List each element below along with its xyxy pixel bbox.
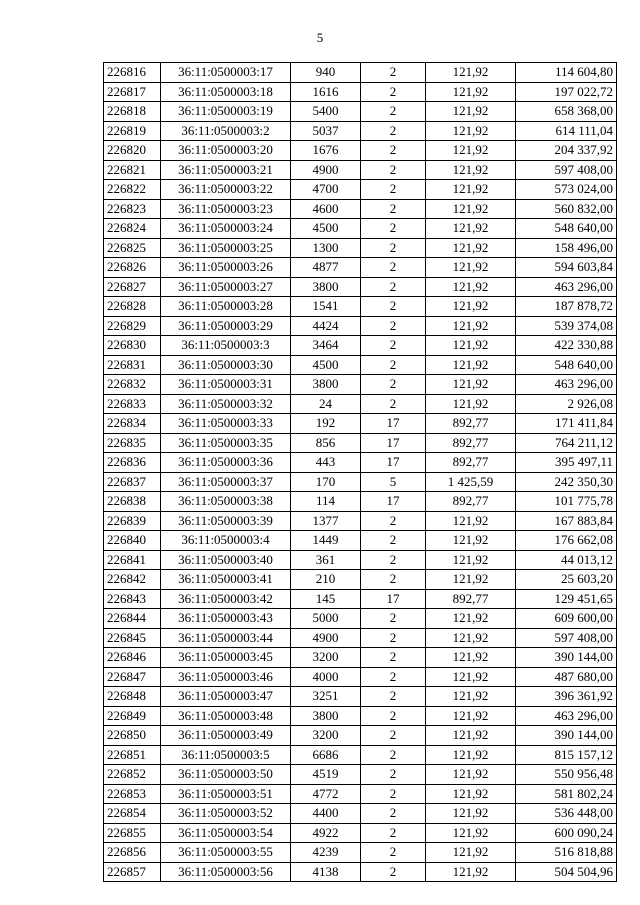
cadastral-number-cell: 36:11:0500003:2 bbox=[161, 121, 291, 141]
page-number: 5 bbox=[316, 30, 324, 45]
rate-cell: 121,92 bbox=[426, 199, 516, 219]
rate-cell: 121,92 bbox=[426, 336, 516, 356]
rate-cell: 121,92 bbox=[426, 102, 516, 122]
cadastral-value-cell: 463 296,00 bbox=[516, 277, 617, 297]
group-code-cell: 2 bbox=[361, 628, 426, 648]
group-code-cell: 2 bbox=[361, 784, 426, 804]
cadastral-number-cell: 36:11:0500003:28 bbox=[161, 297, 291, 317]
cadastral-value-cell: 176 662,08 bbox=[516, 531, 617, 551]
row-number-cell: 226842 bbox=[104, 570, 161, 590]
cadastral-number-cell: 36:11:0500003:56 bbox=[161, 862, 291, 882]
area-cell: 210 bbox=[291, 570, 361, 590]
table-row bbox=[104, 258, 617, 278]
cadastral-value-cell: 422 330,88 bbox=[516, 336, 617, 356]
table-row bbox=[104, 336, 617, 356]
cadastral-number-cell: 36:11:0500003:17 bbox=[161, 63, 291, 83]
row-number-cell: 226816 bbox=[104, 63, 161, 83]
area-cell: 4600 bbox=[291, 199, 361, 219]
cadastral-value-cell: 395 497,11 bbox=[516, 453, 617, 473]
row-number-cell: 226833 bbox=[104, 394, 161, 414]
area-cell: 4500 bbox=[291, 355, 361, 375]
table-row bbox=[104, 648, 617, 668]
group-code-cell: 2 bbox=[361, 843, 426, 863]
cadastral-number-cell: 36:11:0500003:47 bbox=[161, 687, 291, 707]
table-row bbox=[104, 765, 617, 785]
row-number-cell: 226856 bbox=[104, 843, 161, 863]
group-code-cell: 17 bbox=[361, 433, 426, 453]
cadastral-number-cell: 36:11:0500003:37 bbox=[161, 472, 291, 492]
table-row bbox=[104, 492, 617, 512]
table-row bbox=[104, 82, 617, 102]
row-number-cell: 226852 bbox=[104, 765, 161, 785]
rate-cell: 892,77 bbox=[426, 492, 516, 512]
group-code-cell: 2 bbox=[361, 199, 426, 219]
table-row bbox=[104, 667, 617, 687]
group-code-cell: 2 bbox=[361, 160, 426, 180]
group-code-cell: 2 bbox=[361, 531, 426, 551]
row-number-cell: 226857 bbox=[104, 862, 161, 882]
row-number-cell: 226824 bbox=[104, 219, 161, 239]
area-cell: 4424 bbox=[291, 316, 361, 336]
area-cell: 145 bbox=[291, 589, 361, 609]
cadastral-number-cell: 36:11:0500003:31 bbox=[161, 375, 291, 395]
table-row bbox=[104, 706, 617, 726]
table-row bbox=[104, 238, 617, 258]
row-number-cell: 226845 bbox=[104, 628, 161, 648]
cadastral-value-cell: 167 883,84 bbox=[516, 511, 617, 531]
row-number-cell: 226831 bbox=[104, 355, 161, 375]
table-row bbox=[104, 687, 617, 707]
cadastral-number-cell: 36:11:0500003:42 bbox=[161, 589, 291, 609]
cadastral-number-cell: 36:11:0500003:20 bbox=[161, 141, 291, 161]
cadastral-number-cell: 36:11:0500003:41 bbox=[161, 570, 291, 590]
cadastral-value-cell: 614 111,04 bbox=[516, 121, 617, 141]
area-cell: 4900 bbox=[291, 160, 361, 180]
table-row bbox=[104, 433, 617, 453]
group-code-cell: 2 bbox=[361, 823, 426, 843]
rate-cell: 121,92 bbox=[426, 82, 516, 102]
cadastral-number-cell: 36:11:0500003:30 bbox=[161, 355, 291, 375]
cadastral-value-cell: 597 408,00 bbox=[516, 628, 617, 648]
cadastral-number-cell: 36:11:0500003:54 bbox=[161, 823, 291, 843]
table-row bbox=[104, 550, 617, 570]
row-number-cell: 226817 bbox=[104, 82, 161, 102]
table-row bbox=[104, 784, 617, 804]
cadastral-value-cell: 2 926,08 bbox=[516, 394, 617, 414]
table-row bbox=[104, 394, 617, 414]
group-code-cell: 2 bbox=[361, 726, 426, 746]
cadastral-number-cell: 36:11:0500003:22 bbox=[161, 180, 291, 200]
area-cell: 4772 bbox=[291, 784, 361, 804]
table-row bbox=[104, 823, 617, 843]
rate-cell: 121,92 bbox=[426, 297, 516, 317]
row-number-cell: 226841 bbox=[104, 550, 161, 570]
rate-cell: 121,92 bbox=[426, 648, 516, 668]
area-cell: 1676 bbox=[291, 141, 361, 161]
group-code-cell: 2 bbox=[361, 63, 426, 83]
rate-cell: 1 425,59 bbox=[426, 472, 516, 492]
area-cell: 4900 bbox=[291, 628, 361, 648]
cadastral-value-cell: 764 211,12 bbox=[516, 433, 617, 453]
group-code-cell: 2 bbox=[361, 394, 426, 414]
table-row bbox=[104, 63, 617, 83]
cadastral-number-cell: 36:11:0500003:18 bbox=[161, 82, 291, 102]
group-code-cell: 2 bbox=[361, 219, 426, 239]
area-cell: 114 bbox=[291, 492, 361, 512]
area-cell: 3800 bbox=[291, 277, 361, 297]
cadastral-number-cell: 36:11:0500003:19 bbox=[161, 102, 291, 122]
cadastral-number-cell: 36:11:0500003:27 bbox=[161, 277, 291, 297]
cadastral-number-cell: 36:11:0500003:5 bbox=[161, 745, 291, 765]
area-cell: 6686 bbox=[291, 745, 361, 765]
row-number-cell: 226843 bbox=[104, 589, 161, 609]
rate-cell: 121,92 bbox=[426, 277, 516, 297]
table-row bbox=[104, 472, 617, 492]
table-row bbox=[104, 160, 617, 180]
table-row bbox=[104, 589, 617, 609]
area-cell: 3800 bbox=[291, 375, 361, 395]
row-number-cell: 226821 bbox=[104, 160, 161, 180]
rate-cell: 121,92 bbox=[426, 63, 516, 83]
row-number-cell: 226819 bbox=[104, 121, 161, 141]
cadastral-value-cell: 539 374,08 bbox=[516, 316, 617, 336]
area-cell: 4400 bbox=[291, 804, 361, 824]
group-code-cell: 2 bbox=[361, 336, 426, 356]
table-row bbox=[104, 862, 617, 882]
group-code-cell: 2 bbox=[361, 609, 426, 629]
cadastral-number-cell: 36:11:0500003:21 bbox=[161, 160, 291, 180]
group-code-cell: 2 bbox=[361, 687, 426, 707]
cadastral-number-cell: 36:11:0500003:49 bbox=[161, 726, 291, 746]
table-row bbox=[104, 277, 617, 297]
row-number-cell: 226827 bbox=[104, 277, 161, 297]
row-number-cell: 226832 bbox=[104, 375, 161, 395]
cadastral-number-cell: 36:11:0500003:55 bbox=[161, 843, 291, 863]
cadastral-value-cell: 197 022,72 bbox=[516, 82, 617, 102]
table-row bbox=[104, 843, 617, 863]
area-cell: 4922 bbox=[291, 823, 361, 843]
cadastral-value-cell: 609 600,00 bbox=[516, 609, 617, 629]
cadastral-value-cell: 390 144,00 bbox=[516, 648, 617, 668]
cadastral-value-cell: 101 775,78 bbox=[516, 492, 617, 512]
area-cell: 3464 bbox=[291, 336, 361, 356]
cadastral-value-cell: 504 504,96 bbox=[516, 862, 617, 882]
cadastral-number-cell: 36:11:0500003:48 bbox=[161, 706, 291, 726]
table-row bbox=[104, 726, 617, 746]
row-number-cell: 226851 bbox=[104, 745, 161, 765]
row-number-cell: 226846 bbox=[104, 648, 161, 668]
group-code-cell: 2 bbox=[361, 180, 426, 200]
rate-cell: 121,92 bbox=[426, 121, 516, 141]
rate-cell: 121,92 bbox=[426, 784, 516, 804]
cadastral-value-cell: 597 408,00 bbox=[516, 160, 617, 180]
table-row bbox=[104, 453, 617, 473]
group-code-cell: 2 bbox=[361, 258, 426, 278]
rate-cell: 121,92 bbox=[426, 706, 516, 726]
group-code-cell: 2 bbox=[361, 277, 426, 297]
rate-cell: 121,92 bbox=[426, 180, 516, 200]
area-cell: 856 bbox=[291, 433, 361, 453]
cadastral-value-cell: 187 878,72 bbox=[516, 297, 617, 317]
rate-cell: 121,92 bbox=[426, 219, 516, 239]
group-code-cell: 2 bbox=[361, 570, 426, 590]
row-number-cell: 226850 bbox=[104, 726, 161, 746]
rate-cell: 121,92 bbox=[426, 258, 516, 278]
table-row bbox=[104, 804, 617, 824]
cadastral-number-cell: 36:11:0500003:51 bbox=[161, 784, 291, 804]
row-number-cell: 226830 bbox=[104, 336, 161, 356]
rate-cell: 121,92 bbox=[426, 550, 516, 570]
rate-cell: 121,92 bbox=[426, 823, 516, 843]
cadastral-value-cell: 550 956,48 bbox=[516, 765, 617, 785]
rate-cell: 121,92 bbox=[426, 531, 516, 551]
table-row bbox=[104, 297, 617, 317]
table-row bbox=[104, 609, 617, 629]
cadastral-number-cell: 36:11:0500003:3 bbox=[161, 336, 291, 356]
rate-cell: 121,92 bbox=[426, 804, 516, 824]
row-number-cell: 226839 bbox=[104, 511, 161, 531]
cadastral-number-cell: 36:11:0500003:26 bbox=[161, 258, 291, 278]
rate-cell: 121,92 bbox=[426, 355, 516, 375]
cadastral-value-cell: 463 296,00 bbox=[516, 375, 617, 395]
row-number-cell: 226838 bbox=[104, 492, 161, 512]
row-number-cell: 226847 bbox=[104, 667, 161, 687]
area-cell: 24 bbox=[291, 394, 361, 414]
group-code-cell: 2 bbox=[361, 375, 426, 395]
group-code-cell: 2 bbox=[361, 862, 426, 882]
cadastral-value-cell: 463 296,00 bbox=[516, 706, 617, 726]
area-cell: 1300 bbox=[291, 238, 361, 258]
table-row bbox=[104, 102, 617, 122]
cadastral-value-cell: 129 451,65 bbox=[516, 589, 617, 609]
area-cell: 192 bbox=[291, 414, 361, 434]
area-cell: 4138 bbox=[291, 862, 361, 882]
group-code-cell: 2 bbox=[361, 297, 426, 317]
table-row bbox=[104, 531, 617, 551]
area-cell: 361 bbox=[291, 550, 361, 570]
cadastral-value-cell: 581 802,24 bbox=[516, 784, 617, 804]
cadastral-value-cell: 594 603,84 bbox=[516, 258, 617, 278]
cadastral-number-cell: 36:11:0500003:46 bbox=[161, 667, 291, 687]
rate-cell: 121,92 bbox=[426, 862, 516, 882]
group-code-cell: 17 bbox=[361, 492, 426, 512]
rate-cell: 121,92 bbox=[426, 160, 516, 180]
cadastral-number-cell: 36:11:0500003:35 bbox=[161, 433, 291, 453]
row-number-cell: 226818 bbox=[104, 102, 161, 122]
group-code-cell: 2 bbox=[361, 706, 426, 726]
table-row bbox=[104, 199, 617, 219]
table-row bbox=[104, 414, 617, 434]
area-cell: 3200 bbox=[291, 726, 361, 746]
cadastral-number-cell: 36:11:0500003:25 bbox=[161, 238, 291, 258]
rate-cell: 892,77 bbox=[426, 433, 516, 453]
cadastral-value-cell: 114 604,80 bbox=[516, 63, 617, 83]
rate-cell: 121,92 bbox=[426, 570, 516, 590]
cadastral-table bbox=[103, 62, 617, 882]
cadastral-number-cell: 36:11:0500003:52 bbox=[161, 804, 291, 824]
cadastral-value-cell: 487 680,00 bbox=[516, 667, 617, 687]
group-code-cell: 2 bbox=[361, 804, 426, 824]
cadastral-value-cell: 536 448,00 bbox=[516, 804, 617, 824]
cadastral-number-cell: 36:11:0500003:50 bbox=[161, 765, 291, 785]
area-cell: 443 bbox=[291, 453, 361, 473]
row-number-cell: 226835 bbox=[104, 433, 161, 453]
cadastral-value-cell: 158 496,00 bbox=[516, 238, 617, 258]
table-row bbox=[104, 219, 617, 239]
area-cell: 4519 bbox=[291, 765, 361, 785]
area-cell: 3800 bbox=[291, 706, 361, 726]
table-row bbox=[104, 745, 617, 765]
cadastral-number-cell: 36:11:0500003:29 bbox=[161, 316, 291, 336]
rate-cell: 892,77 bbox=[426, 453, 516, 473]
table-row bbox=[104, 375, 617, 395]
group-code-cell: 2 bbox=[361, 82, 426, 102]
group-code-cell: 17 bbox=[361, 414, 426, 434]
cadastral-number-cell: 36:11:0500003:32 bbox=[161, 394, 291, 414]
table-body bbox=[104, 63, 617, 882]
cadastral-number-cell: 36:11:0500003:45 bbox=[161, 648, 291, 668]
cadastral-number-cell: 36:11:0500003:36 bbox=[161, 453, 291, 473]
group-code-cell: 2 bbox=[361, 355, 426, 375]
row-number-cell: 226837 bbox=[104, 472, 161, 492]
area-cell: 1616 bbox=[291, 82, 361, 102]
group-code-cell: 17 bbox=[361, 589, 426, 609]
rate-cell: 121,92 bbox=[426, 316, 516, 336]
rate-cell: 121,92 bbox=[426, 628, 516, 648]
cadastral-number-cell: 36:11:0500003:39 bbox=[161, 511, 291, 531]
cadastral-number-cell: 36:11:0500003:33 bbox=[161, 414, 291, 434]
group-code-cell: 2 bbox=[361, 121, 426, 141]
area-cell: 4877 bbox=[291, 258, 361, 278]
cadastral-value-cell: 815 157,12 bbox=[516, 745, 617, 765]
table-row bbox=[104, 511, 617, 531]
group-code-cell: 2 bbox=[361, 765, 426, 785]
group-code-cell: 2 bbox=[361, 238, 426, 258]
area-cell: 5400 bbox=[291, 102, 361, 122]
rate-cell: 121,92 bbox=[426, 609, 516, 629]
table-row bbox=[104, 316, 617, 336]
row-number-cell: 226820 bbox=[104, 141, 161, 161]
cadastral-number-cell: 36:11:0500003:24 bbox=[161, 219, 291, 239]
cadastral-value-cell: 242 350,30 bbox=[516, 472, 617, 492]
rate-cell: 121,92 bbox=[426, 687, 516, 707]
cadastral-value-cell: 396 361,92 bbox=[516, 687, 617, 707]
rate-cell: 121,92 bbox=[426, 238, 516, 258]
group-code-cell: 17 bbox=[361, 453, 426, 473]
cadastral-value-cell: 171 411,84 bbox=[516, 414, 617, 434]
area-cell: 4500 bbox=[291, 219, 361, 239]
group-code-cell: 2 bbox=[361, 648, 426, 668]
cadastral-value-cell: 516 818,88 bbox=[516, 843, 617, 863]
group-code-cell: 2 bbox=[361, 141, 426, 161]
row-number-cell: 226823 bbox=[104, 199, 161, 219]
cadastral-value-cell: 548 640,00 bbox=[516, 219, 617, 239]
rate-cell: 121,92 bbox=[426, 375, 516, 395]
rate-cell: 121,92 bbox=[426, 141, 516, 161]
cadastral-value-cell: 600 090,24 bbox=[516, 823, 617, 843]
area-cell: 5037 bbox=[291, 121, 361, 141]
row-number-cell: 226825 bbox=[104, 238, 161, 258]
rate-cell: 121,92 bbox=[426, 765, 516, 785]
rate-cell: 121,92 bbox=[426, 511, 516, 531]
rate-cell: 121,92 bbox=[426, 667, 516, 687]
cadastral-number-cell: 36:11:0500003:23 bbox=[161, 199, 291, 219]
rate-cell: 121,92 bbox=[426, 745, 516, 765]
row-number-cell: 226854 bbox=[104, 804, 161, 824]
area-cell: 4239 bbox=[291, 843, 361, 863]
cadastral-number-cell: 36:11:0500003:40 bbox=[161, 550, 291, 570]
cadastral-value-cell: 658 368,00 bbox=[516, 102, 617, 122]
area-cell: 3251 bbox=[291, 687, 361, 707]
row-number-cell: 226826 bbox=[104, 258, 161, 278]
cadastral-value-cell: 573 024,00 bbox=[516, 180, 617, 200]
group-code-cell: 5 bbox=[361, 472, 426, 492]
group-code-cell: 2 bbox=[361, 511, 426, 531]
row-number-cell: 226829 bbox=[104, 316, 161, 336]
cadastral-number-cell: 36:11:0500003:43 bbox=[161, 609, 291, 629]
table-row bbox=[104, 141, 617, 161]
row-number-cell: 226849 bbox=[104, 706, 161, 726]
cadastral-value-cell: 25 603,20 bbox=[516, 570, 617, 590]
cadastral-value-cell: 44 013,12 bbox=[516, 550, 617, 570]
area-cell: 170 bbox=[291, 472, 361, 492]
row-number-cell: 226834 bbox=[104, 414, 161, 434]
cadastral-number-cell: 36:11:0500003:38 bbox=[161, 492, 291, 512]
cadastral-value-cell: 560 832,00 bbox=[516, 199, 617, 219]
row-number-cell: 226840 bbox=[104, 531, 161, 551]
cadastral-number-cell: 36:11:0500003:4 bbox=[161, 531, 291, 551]
table-row bbox=[104, 180, 617, 200]
group-code-cell: 2 bbox=[361, 550, 426, 570]
cadastral-number-cell: 36:11:0500003:44 bbox=[161, 628, 291, 648]
row-number-cell: 226836 bbox=[104, 453, 161, 473]
group-code-cell: 2 bbox=[361, 102, 426, 122]
area-cell: 1377 bbox=[291, 511, 361, 531]
cadastral-value-cell: 548 640,00 bbox=[516, 355, 617, 375]
group-code-cell: 2 bbox=[361, 745, 426, 765]
table-row bbox=[104, 355, 617, 375]
area-cell: 1449 bbox=[291, 531, 361, 551]
row-number-cell: 226848 bbox=[104, 687, 161, 707]
rate-cell: 121,92 bbox=[426, 726, 516, 746]
table-row bbox=[104, 628, 617, 648]
rate-cell: 121,92 bbox=[426, 843, 516, 863]
group-code-cell: 2 bbox=[361, 667, 426, 687]
area-cell: 940 bbox=[291, 63, 361, 83]
row-number-cell: 226853 bbox=[104, 784, 161, 804]
row-number-cell: 226844 bbox=[104, 609, 161, 629]
cadastral-value-cell: 390 144,00 bbox=[516, 726, 617, 746]
area-cell: 3200 bbox=[291, 648, 361, 668]
rate-cell: 892,77 bbox=[426, 589, 516, 609]
area-cell: 1541 bbox=[291, 297, 361, 317]
rate-cell: 892,77 bbox=[426, 414, 516, 434]
row-number-cell: 226828 bbox=[104, 297, 161, 317]
rate-cell: 121,92 bbox=[426, 394, 516, 414]
table-row bbox=[104, 121, 617, 141]
area-cell: 4700 bbox=[291, 180, 361, 200]
group-code-cell: 2 bbox=[361, 316, 426, 336]
row-number-cell: 226822 bbox=[104, 180, 161, 200]
area-cell: 4000 bbox=[291, 667, 361, 687]
area-cell: 5000 bbox=[291, 609, 361, 629]
row-number-cell: 226855 bbox=[104, 823, 161, 843]
cadastral-value-cell: 204 337,92 bbox=[516, 141, 617, 161]
table-row bbox=[104, 570, 617, 590]
